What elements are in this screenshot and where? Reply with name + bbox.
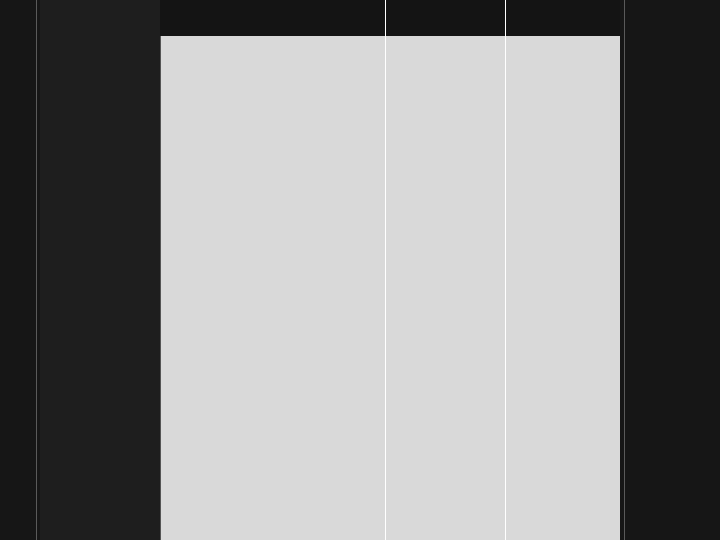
column-divider-12 bbox=[505, 0, 506, 540]
frame-right-border bbox=[624, 0, 625, 540]
column-divider-11 bbox=[385, 0, 386, 540]
group-cell bbox=[40, 0, 161, 540]
course-table bbox=[40, 0, 620, 540]
table-header bbox=[160, 0, 620, 36]
header-grade-11 bbox=[396, 0, 506, 36]
frame-left-border bbox=[36, 0, 37, 540]
header-grade-12 bbox=[508, 0, 618, 36]
header-course bbox=[168, 0, 388, 36]
